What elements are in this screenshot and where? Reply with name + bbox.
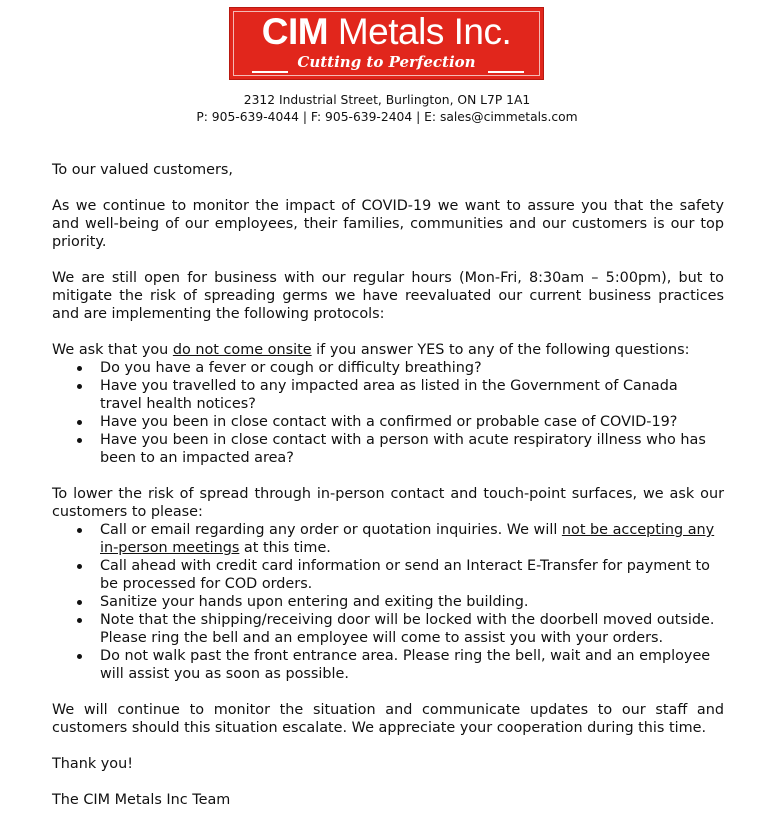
list-item: Have you travelled to any impacted area as listed in the Government of Canada travel health notices? [52,377,724,413]
list-item: Call ahead with credit card information or send an Interact E-Transfer for payment to be processed for COD orders. [52,557,724,593]
customer-actions [52,521,724,683]
company-logo [229,7,544,80]
paragraph-priority: As we continue to monitor the impact of COVID-19 we want to assure you that the safety and well-being of our employees, their families, communities and our customers is our top priority. [52,198,724,250]
address-contact: P: 905-639-4044 | F: 905-639-2404 | E: sales@cimmetals.com [196,110,578,124]
logo-name: CIM Metals Inc. [261,11,512,52]
list-item: Have you been in close contact with a person with acute respiratory illness who has been to an impacted area? [52,431,724,467]
address-street: 2312 Industrial Street, Burlington, ON L7P 1A1 [243,93,531,107]
paragraph-closing: We will continue to monitor the situation and communicate updates to our staff and customers should this situation escalate. We appreciate your cooperation during this time. [52,702,724,736]
screening-questions [52,359,724,467]
list-item: Note that the shipping/receiving door will be locked with the doorbell moved outside. Please ring the bell and an employee will come to assist you with your orders. [52,611,724,647]
salutation: To our valued customers, [52,162,233,178]
letter-body [52,161,724,809]
logo-tagline: Cutting to Perfection [297,53,476,71]
list-item: Do not walk past the front entrance area. Please ring the bell, wait and an employee will assist you as soon as possible. [52,647,724,683]
logo-rule-left [252,71,288,73]
paragraph-lower-risk: To lower the risk of spread through in-person contact and touch-point surfaces, we ask our customers to please: [52,486,724,520]
paragraph-hours: We are still open for business with our regular hours (Mon-Fri, 8:30am – 5:00pm), but to mitigate the risk of spreading germs we have reevaluated our current business practices and are implementing the following protocols: [52,270,724,322]
list-item: Call or email regarding any order or quotation inquiries. We will not be accepting any in-person meetings at this time. [52,521,724,557]
list-item: Do you have a fever or cough or difficulty breathing? [52,359,724,377]
list-item: Sanitize your hands upon entering and exiting the building. [52,593,724,611]
paragraph-ask: We ask that you do not come onsite if you answer YES to any of the following questions: [52,342,690,358]
thanks: Thank you! [52,756,133,772]
signature: The CIM Metals Inc Team [52,792,231,808]
logo-rule-right [488,71,524,73]
list-item: Have you been in close contact with a confirmed or probable case of COVID-19? [52,413,724,431]
